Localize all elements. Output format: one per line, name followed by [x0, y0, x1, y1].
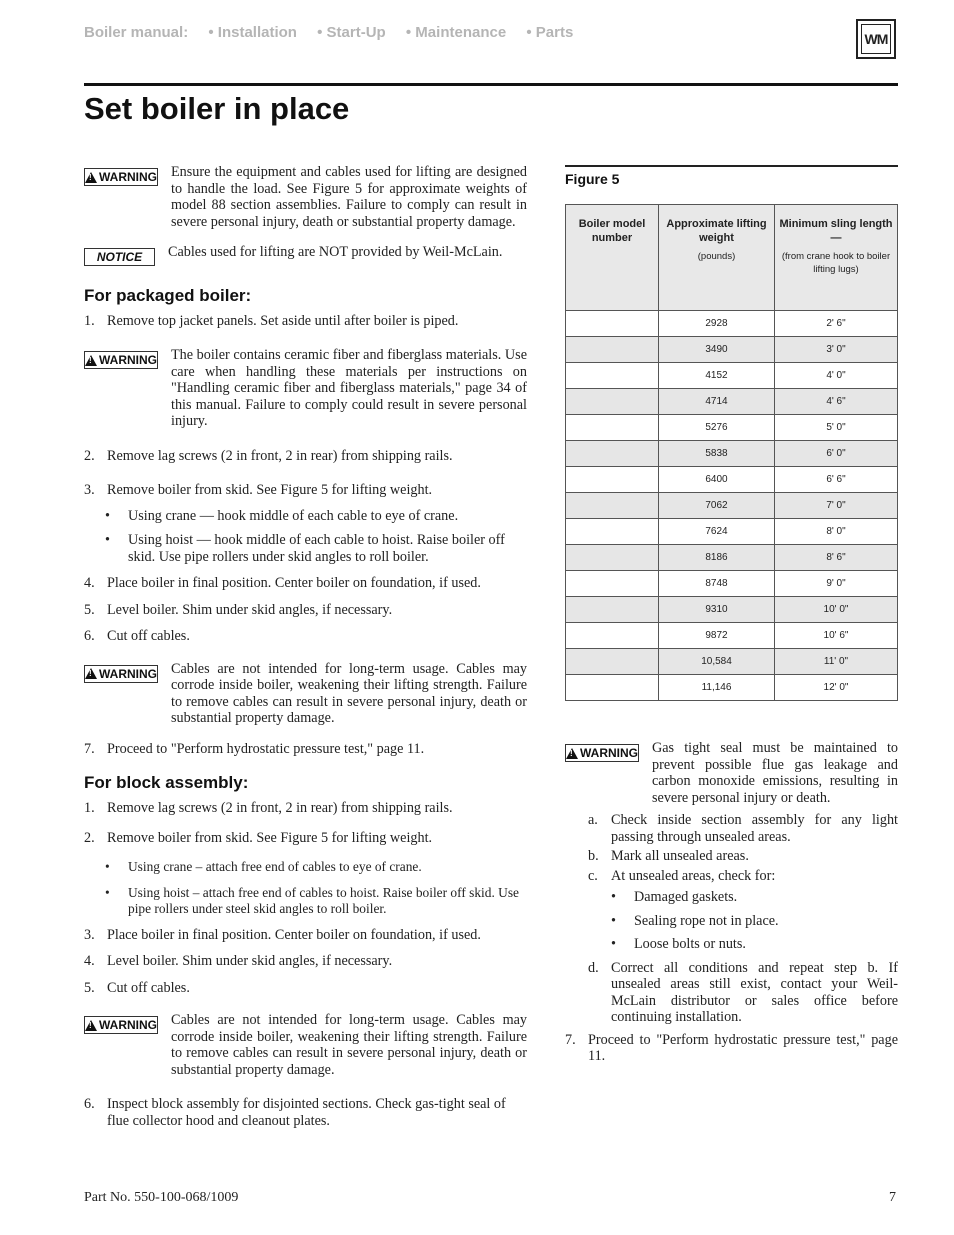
table-row: [566, 519, 898, 545]
table-cell: 12' 0": [775, 675, 898, 701]
header-item-parts[interactable]: • Parts: [526, 24, 574, 41]
table-cell: 4152: [659, 363, 775, 389]
table-cell: 5276: [659, 415, 775, 441]
table-cell: 11,146: [659, 675, 775, 701]
table-cell: [566, 649, 659, 675]
figure-rule: [565, 165, 898, 167]
part-number: Part No. 550-100-068/1009: [84, 1190, 239, 1205]
warning-icon: [85, 355, 97, 366]
table-row: [566, 363, 898, 389]
table-row: [566, 545, 898, 571]
page-number: 7: [889, 1190, 896, 1205]
table-cell: 7' 0": [775, 493, 898, 519]
warning-badge: ! WARNING: [84, 351, 158, 369]
table-row: [566, 389, 898, 415]
table-header: Minimum sling length — (from crane hook to boiler lifting lugs): [775, 205, 898, 311]
table-cell: [566, 311, 659, 337]
table-cell: 9872: [659, 623, 775, 649]
table-cell: 4' 6": [775, 389, 898, 415]
logo-mark: WM: [861, 24, 891, 54]
table-cell: [566, 545, 659, 571]
table-row: [566, 623, 898, 649]
list-item: 3. Place boiler in final position. Center boiler on foundation, if used.: [84, 926, 481, 943]
warning-badge: ! WARNING: [84, 1016, 158, 1034]
table-cell: [566, 571, 659, 597]
table-cell: 9310: [659, 597, 775, 623]
table-cell: 8186: [659, 545, 775, 571]
table-cell: [566, 623, 659, 649]
table-cell: 10' 6": [775, 623, 898, 649]
list-item: 6. Cut off cables.: [84, 628, 190, 644]
table-cell: [566, 519, 659, 545]
table-row: [566, 467, 898, 493]
table-row: [566, 337, 898, 363]
page-title: Set boiler in place: [84, 91, 350, 126]
header-label: Boiler manual:: [84, 24, 189, 41]
header-item-installation[interactable]: • Installation: [208, 24, 297, 41]
inspection-list: [565, 812, 898, 1026]
notice-text: Cables used for lifting are NOT provided by Weil-McLain.: [168, 244, 503, 260]
table-header: Approximate lifting weight (pounds): [659, 205, 775, 311]
header-rule: [84, 83, 898, 86]
right-column: [565, 740, 898, 1074]
list-item: 7. Proceed to "Perform hydrostatic pressure test," page 11.: [565, 1031, 898, 1064]
header-item-maintenance[interactable]: • Maintenance: [405, 24, 507, 41]
table-cell: [566, 415, 659, 441]
table-row: [566, 311, 898, 337]
warning-text: The boiler contains ceramic fiber and fiberglass materials. Use care when handling these materials per instructions on "Handling ceramic fiber and fiberglass materials," page 34 of this manual. Failure to comply could result in severe personal injury.: [171, 347, 527, 429]
warning-callout: [565, 740, 898, 806]
table-cell: 8' 6": [775, 545, 898, 571]
table-cell: 2928: [659, 311, 775, 337]
table-cell: 6' 6": [775, 467, 898, 493]
table-cell: 2' 6": [775, 311, 898, 337]
list-item: 6. Inspect block assembly for disjointed sections. Check gas-tight seal of flue collector hood and cleanout plates.: [84, 1096, 506, 1129]
warning-icon: [566, 748, 578, 759]
table-cell: [566, 441, 659, 467]
warning-icon: [85, 668, 97, 679]
list-item: 3. Remove boiler from skid. See Figure 5 for lifting weight.: [84, 482, 433, 498]
list-item: 1. Remove top jacket panels. Set aside until after boiler is piped.: [84, 312, 459, 329]
list-item: 5. Level boiler. Shim under skid angles, if necessary.: [84, 601, 393, 618]
table-cell: 3490: [659, 337, 775, 363]
list-item: • Using hoist — hook middle of each cable to hoist. Raise boiler off skid. Use pipe rollers under skid angles to roll boiler.: [105, 532, 505, 565]
table-cell: 4714: [659, 389, 775, 415]
list-item: • Using crane — hook middle of each cable to eye of crane.: [105, 507, 459, 524]
warning-text: Ensure the equipment and cables used for lifting are designed to handle the load. See Figure 5 for approximate weights of model 88 section assemblies. Failure to comply can result in severe personal injury, death or substantial property damage.: [171, 164, 527, 230]
table-cell: 6' 0": [775, 441, 898, 467]
table-cell: [566, 493, 659, 519]
figure-label: Figure 5: [565, 171, 620, 187]
header-item-startup[interactable]: • Start-Up: [317, 24, 386, 41]
list-item: • Loose bolts or nuts.: [611, 936, 746, 952]
table-cell: [566, 597, 659, 623]
left-column: [84, 164, 527, 1138]
notice-callout: [84, 244, 527, 266]
list-item: 7. Proceed to "Perform hydrostatic pressure test," page 11.: [84, 740, 425, 757]
table-cell: 5838: [659, 441, 775, 467]
table-cell: 11' 0": [775, 649, 898, 675]
list-item: • Damaged gaskets.: [611, 889, 738, 905]
table-row: [566, 415, 898, 441]
list-item: d. Correct all conditions and repeat step b. If unsealed areas still exist, contact your Weil-McLain distributor or sales office before continuing installation.: [588, 959, 898, 1025]
table-header: Boiler model number: [566, 205, 659, 311]
table-cell: 7624: [659, 519, 775, 545]
warning-text: Cables are not intended for long-term usage. Cables may corrode inside boiler, weakening their lifting strength. Failure to remove cables can result in severe personal injury, death or substantial property damage.: [171, 1012, 527, 1078]
list-item: 4. Level boiler. Shim under skid angles, if necessary.: [84, 953, 393, 969]
table-cell: [566, 389, 659, 415]
list-item: 4. Place boiler in final position. Center boiler on foundation, if used.: [84, 575, 481, 591]
table-row: [566, 649, 898, 675]
list-item: a. Check inside section assembly for any light passing through unsealed areas.: [588, 812, 898, 845]
table-cell: 8748: [659, 571, 775, 597]
warning-text: Cables are not intended for long-term usage. Cables may corrode inside boiler, weakening their lifting strength. Failure to remove cables can result in severe personal injury, death or substantial property damage.: [171, 660, 527, 726]
table-cell: [566, 337, 659, 363]
notice-badge: NOTICE: [84, 248, 155, 266]
table-cell: 10' 0": [775, 597, 898, 623]
warning-callout: [84, 164, 527, 230]
table-cell: [566, 467, 659, 493]
table-row: [566, 441, 898, 467]
header-nav: [84, 24, 589, 41]
warning-badge: ! WARNING: [84, 168, 158, 186]
table-cell: 7062: [659, 493, 775, 519]
list-item: 5. Cut off cables.: [84, 979, 190, 996]
table-row: [566, 597, 898, 623]
table-cell: 10,584: [659, 649, 775, 675]
list-item: 2. Remove lag screws (2 in front, 2 in rear) from shipping rails.: [84, 447, 453, 464]
lifting-table: [565, 204, 898, 701]
list-item: 1. Remove lag screws (2 in front, 2 in rear) from shipping rails.: [84, 799, 453, 816]
table-cell: 5' 0": [775, 415, 898, 441]
table-row: [566, 493, 898, 519]
table-cell: 6400: [659, 467, 775, 493]
table-cell: 8' 0": [775, 519, 898, 545]
list-item: • Using crane – attach free end of cables to eye of crane.: [105, 858, 422, 874]
warning-callout: [84, 347, 527, 430]
table-cell: 9' 0": [775, 571, 898, 597]
table-row: [566, 675, 898, 701]
warning-callout: [84, 1012, 527, 1078]
table-row: [566, 571, 898, 597]
list-item: • Sealing rope not in place.: [611, 912, 779, 929]
warning-icon: [85, 1020, 97, 1031]
warning-badge: ! WARNING: [84, 665, 158, 683]
warning-icon: [85, 172, 97, 183]
section-heading-packaged: For packaged boiler:: [84, 286, 252, 305]
list-item: c. At unsealed areas, check for:: [588, 867, 776, 884]
list-item: • Using hoist – attach free end of cables to hoist. Raise boiler off skid. Use pipe rollers under steel skid angles to roll boiler.: [105, 884, 519, 916]
table-cell: 3' 0": [775, 337, 898, 363]
table-cell: 4' 0": [775, 363, 898, 389]
table-cell: [566, 675, 659, 701]
warning-badge: ! WARNING: [565, 744, 639, 762]
section-heading-block: For block assembly:: [84, 773, 249, 792]
list-item: 2. Remove boiler from skid. See Figure 5 for lifting weight.: [84, 830, 433, 846]
warning-text: Gas tight seal must be maintained to prevent possible flue gas leakage and carbon monoxide emissions, resulting in severe personal injury or death.: [652, 740, 898, 806]
warning-callout: [84, 661, 527, 727]
weil-mclain-logo: [856, 19, 896, 59]
table-cell: [566, 363, 659, 389]
list-item: b. Mark all unsealed areas.: [588, 848, 749, 864]
